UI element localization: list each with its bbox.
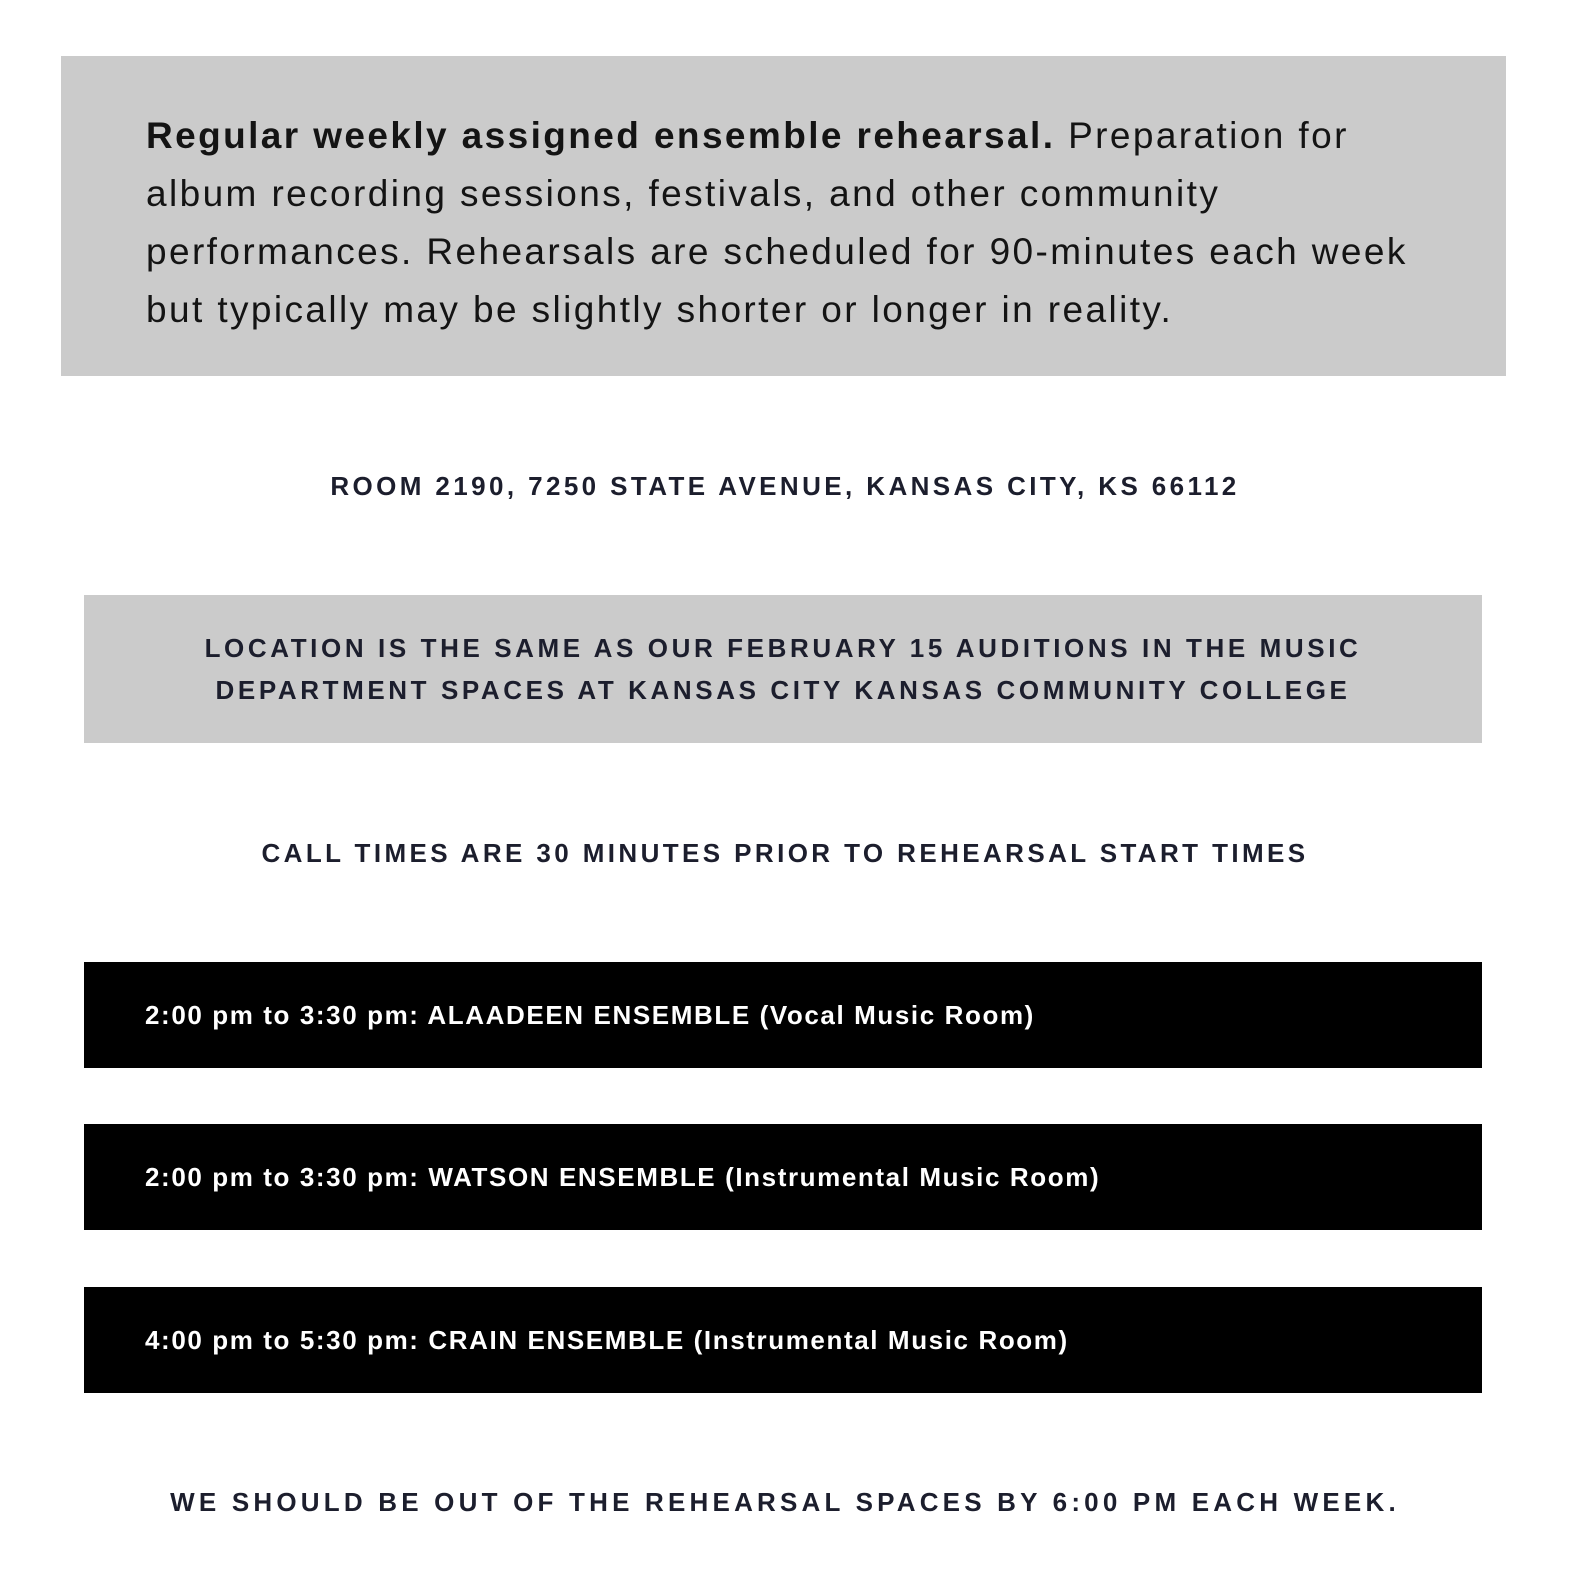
location-note <box>84 627 1482 711</box>
location-note-line-2: DEPARTMENT SPACES AT KANSAS CITY KANSAS COMMUNITY COLLEGE <box>215 675 1351 705</box>
schedule-item-alaadeen <box>84 962 1482 1068</box>
schedule-item-watson <box>84 1124 1482 1230</box>
schedule-item-text: 2:00 pm to 3:30 pm: WATSON ENSEMBLE (Instrumental Music Room) <box>145 1161 1101 1192</box>
address-line: ROOM 2190, 7250 STATE AVENUE, KANSAS CITY, KS 66112 <box>330 471 1240 501</box>
closing-note: WE SHOULD BE OUT OF THE REHEARSAL SPACES BY 6:00 PM EACH WEEK. <box>170 1487 1400 1517</box>
location-note-panel <box>84 595 1482 743</box>
call-times-note: CALL TIMES ARE 30 MINUTES PRIOR TO REHEARSAL START TIMES <box>261 838 1309 868</box>
intro-body: Preparation for album recording sessions, festivals, and other community performances. Rehearsals are scheduled for 90-minutes each week but typically may be slightly shorter or longer in reality. <box>146 115 1408 330</box>
schedule-item-text: 4:00 pm to 5:30 pm: CRAIN ENSEMBLE (Instrumental Music Room) <box>145 1324 1069 1355</box>
intro-panel <box>61 56 1506 376</box>
schedule-item-text: 2:00 pm to 3:30 pm: ALAADEEN ENSEMBLE (Vocal Music Room) <box>145 999 1035 1030</box>
intro-paragraph <box>146 107 1426 339</box>
location-note-line-1: LOCATION IS THE SAME AS OUR FEBRUARY 15 AUDITIONS IN THE MUSIC <box>204 633 1362 663</box>
schedule-item-crain <box>84 1287 1482 1393</box>
intro-bold-lead: Regular weekly assigned ensemble rehearsal. <box>146 115 1056 156</box>
